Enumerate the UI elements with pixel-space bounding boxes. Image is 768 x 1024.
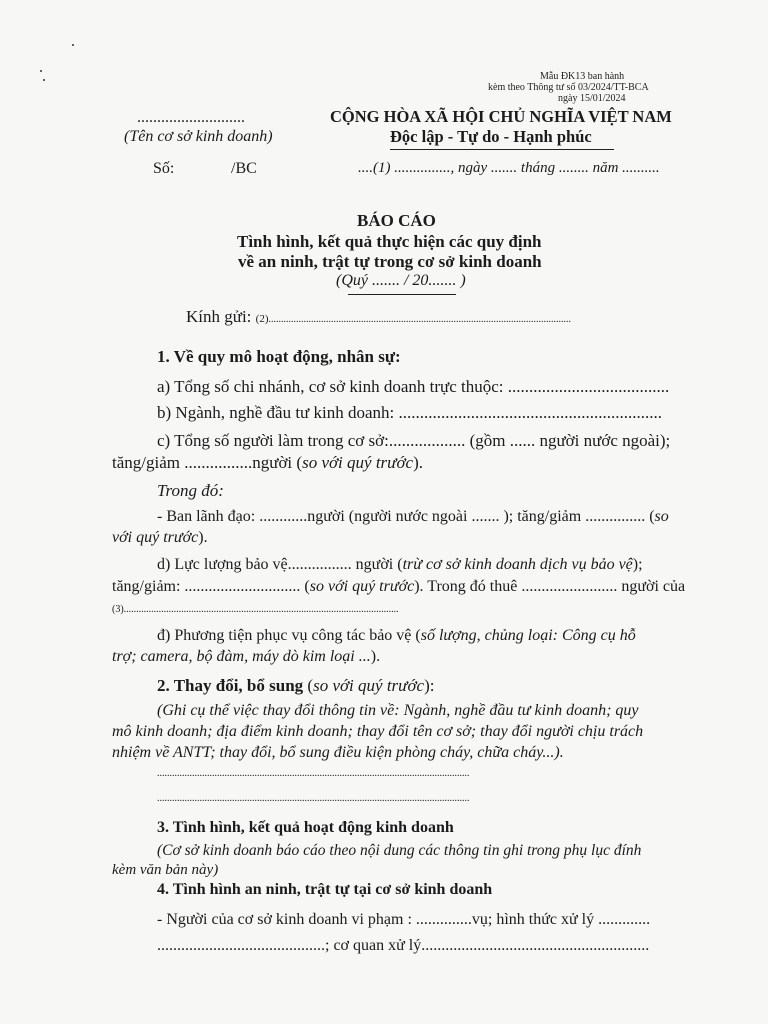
text-run: so với quý trước bbox=[313, 676, 425, 695]
form-note-line: kèm theo Thông tư số 03/2024/TT-BCA bbox=[488, 82, 649, 93]
text-run: trừ cơ sở kinh doanh dịch vụ bảo vệ bbox=[402, 556, 633, 573]
security-force-line2 bbox=[112, 578, 685, 596]
motto: Độc lập - Tự do - Hạnh phúc bbox=[390, 127, 592, 146]
so-suffix: /BC bbox=[231, 160, 257, 177]
country-name: CỘNG HÒA XÃ HỘI CHỦ NGHĨA VIỆT NAM bbox=[330, 107, 672, 126]
recipient-dots: ......................................................................................................................... bbox=[268, 314, 571, 325]
text-run: ). Trong đó thuê ........................ người của bbox=[414, 578, 686, 595]
section-4-line1: - Người của cơ sở kinh doanh vi phạm : ..............vụ; hình thức xử lý ............. bbox=[157, 911, 651, 928]
text-run: - Ban lãnh đạo: ............người (người nước ngoài ....... ); tăng/giảm ............... ( bbox=[157, 508, 655, 525]
text-run: ). bbox=[198, 529, 208, 546]
scan-speck bbox=[40, 70, 42, 72]
section-4-heading: 4. Tình hình an ninh, trật tự tại cơ sở kinh doanh bbox=[157, 881, 493, 898]
recipient-line bbox=[186, 307, 571, 327]
motto-underline bbox=[390, 149, 614, 150]
so-label: Số: bbox=[153, 160, 175, 177]
title-underline bbox=[348, 294, 456, 295]
text-run: trợ; camera, bộ đàm, máy dò kim loại ... bbox=[112, 648, 371, 665]
section-4-line2: ..........................................; cơ quan xử lý......................................................... bbox=[157, 937, 650, 954]
text-run: so với quý trước bbox=[309, 578, 415, 595]
form-note-line: ngày 15/01/2024 bbox=[558, 93, 626, 104]
section-1-a: a) Tổng số chi nhánh, cơ sở kinh doanh trực thuộc: ...................................... bbox=[157, 377, 670, 396]
text-run: d) Lực lượng bảo vệ................ người ( bbox=[157, 556, 403, 573]
section-3-note-line1: (Cơ sở kinh doanh báo cáo theo nội dung các thông tin ghi trong phụ lục đính bbox=[157, 842, 642, 859]
section-3-note-line2: kèm văn bản này) bbox=[112, 862, 219, 878]
section-3-heading: 3. Tình hình, kết quả hoạt động kinh doanh bbox=[157, 819, 454, 836]
text-run: ). bbox=[370, 648, 381, 665]
section-1-c-line1: c) Tổng số người làm trong cơ sở:.................. (gồm ...... người nước ngoài); bbox=[157, 431, 671, 450]
equipment-line1 bbox=[157, 627, 636, 645]
form-note bbox=[488, 71, 708, 104]
ban-lanh-dao-line2 bbox=[112, 529, 208, 547]
text-run: so với quý trước bbox=[302, 453, 414, 472]
text-run: tăng/giảm ................người ( bbox=[112, 453, 303, 472]
section-2-dots-2: ............................................................................................................................. bbox=[157, 793, 470, 804]
org-name-placeholder: (Tên cơ sở kinh doanh) bbox=[124, 128, 273, 145]
text-run: 2. Thay đổi, bổ sung bbox=[157, 676, 304, 695]
date-line: ....(1) ..............., ngày ....... tháng ........ năm .......... bbox=[358, 160, 660, 176]
trong-do-label: Trong đó: bbox=[157, 481, 224, 500]
text-run: ); bbox=[632, 556, 643, 573]
section-2-note-line3: nhiệm về ANTT; thay đổi, bổ sung điều kiện phòng cháy, chữa cháy...). bbox=[112, 744, 564, 761]
scan-speck bbox=[43, 79, 45, 81]
text-run: tăng/giảm: ............................. ( bbox=[112, 578, 310, 595]
section-1-b: b) Ngành, nghề đầu tư kinh doanh: .............................................................. bbox=[157, 403, 663, 422]
report-title: BÁO CÁO bbox=[357, 211, 436, 230]
org-dots: ........................... bbox=[137, 109, 245, 126]
equipment-line2 bbox=[112, 648, 380, 666]
security-force-line3: (3).............................................................................................................. bbox=[112, 604, 399, 615]
text-run: ( bbox=[303, 676, 314, 695]
text-run: ). bbox=[413, 453, 423, 472]
text-run: đ) Phương tiện phục vụ công tác bảo vệ ( bbox=[157, 627, 421, 644]
form-note-line: Mẫu ĐK13 ban hành bbox=[540, 71, 625, 82]
section-2-dots-1: ............................................................................................................................. bbox=[157, 768, 470, 779]
report-subtitle-1: Tình hình, kết quả thực hiện các quy định bbox=[237, 232, 542, 251]
section-1-c-line2 bbox=[112, 453, 423, 473]
text-run: số lượng, chủng loại: Công cụ hỗ bbox=[420, 627, 636, 644]
text-run: so bbox=[654, 508, 669, 525]
section-1-heading: 1. Về quy mô hoạt động, nhân sự: bbox=[157, 347, 401, 366]
section-2-heading bbox=[157, 676, 434, 696]
report-subtitle-2: về an ninh, trật tự trong cơ sở kinh doanh bbox=[238, 252, 542, 271]
section-2-note-line2: mô kinh doanh; địa điểm kinh doanh; thay đổi tên cơ sở; thay đổi người chịu trách bbox=[112, 723, 644, 740]
recipient-ref: (2) bbox=[255, 313, 269, 325]
section-2-note-line1: (Ghi cụ thể việc thay đổi thông tin về: Ngành, nghề đầu tư kinh doanh; quy bbox=[157, 702, 639, 719]
text-run: với quý trước bbox=[112, 529, 199, 546]
ban-lanh-dao-line1 bbox=[157, 508, 669, 526]
text-run: ): bbox=[424, 676, 435, 695]
scan-speck bbox=[72, 44, 74, 46]
recipient-label: Kính gửi: bbox=[186, 307, 252, 326]
security-force-line1 bbox=[157, 556, 643, 574]
report-period: (Quý ....... / 20....... ) bbox=[336, 272, 466, 289]
